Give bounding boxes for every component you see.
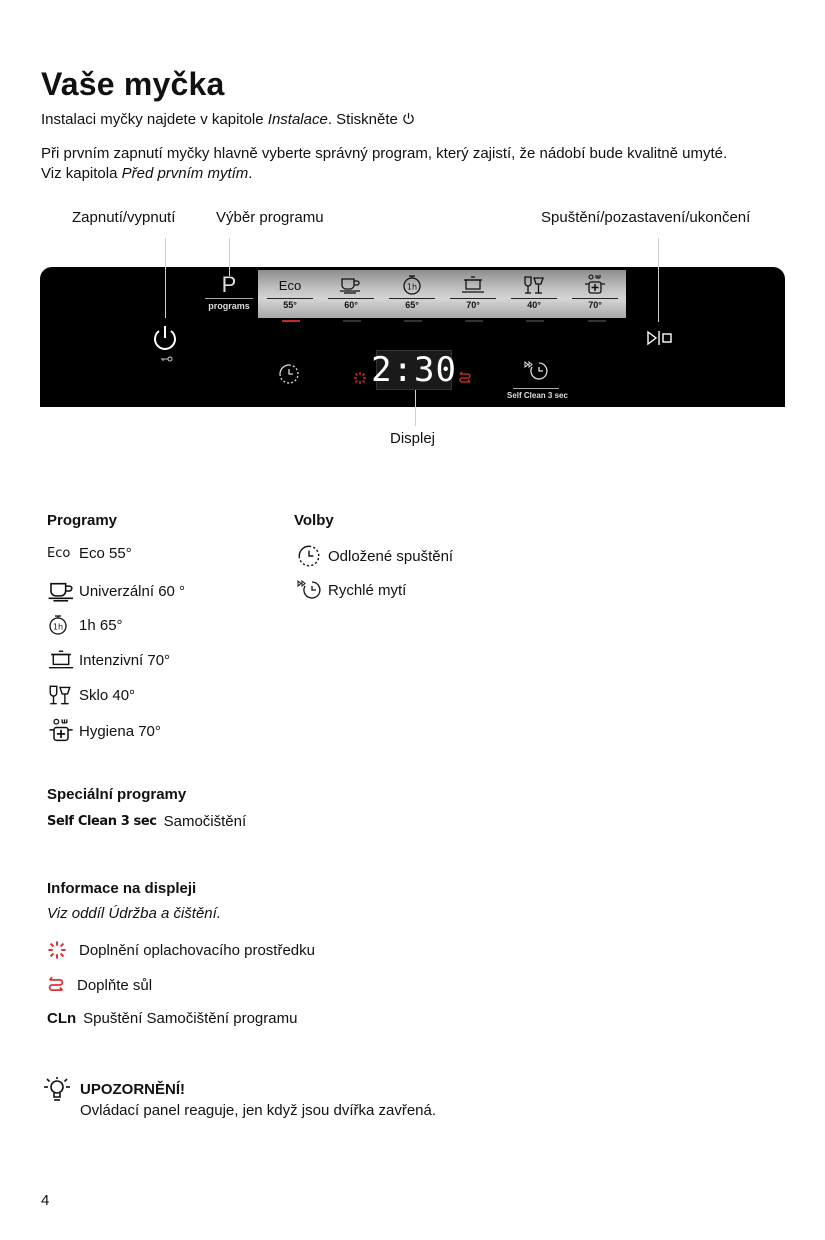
- display-screen: [371, 350, 457, 390]
- salt-icon: [458, 371, 472, 390]
- play-stop-icon: [646, 330, 674, 346]
- program-indicator: [588, 320, 606, 322]
- warning-title: UPOZORNĚNÍ!: [80, 1081, 185, 1098]
- display-time: 2:30: [371, 350, 457, 390]
- leader-display: [415, 386, 416, 426]
- self-clean-code: Self Clean 3 sec: [47, 814, 157, 829]
- program-indicator: [526, 320, 544, 322]
- power-icon: [402, 112, 415, 125]
- program-indicator-active: [282, 320, 300, 322]
- hygiene-icon: [565, 274, 625, 296]
- intro-text: Instalaci myčky najdete v kapitole Instalace. Stiskněte: [41, 111, 415, 128]
- leader-power: [165, 238, 166, 318]
- display-info-heading: Informace na displeji: [47, 880, 197, 897]
- clock-1h-icon: [382, 274, 442, 296]
- rinse-aid-icon: [47, 940, 79, 960]
- panel-program-intensive[interactable]: 70°: [443, 274, 503, 314]
- svg-text:1h: 1h: [406, 282, 418, 292]
- delay-start-icon: [277, 362, 301, 386]
- panel-program-universal[interactable]: 60°: [321, 274, 381, 314]
- power-icon: [151, 324, 179, 364]
- panel-program-glass[interactable]: 40°: [504, 274, 564, 314]
- list-item: CLn Spuštění Samočištění programu: [47, 1010, 298, 1027]
- delay-start-icon: [296, 543, 328, 569]
- program-indicator: [404, 320, 422, 322]
- display-info-subtitle: Viz oddíl Údržba a čištění.: [47, 905, 221, 922]
- list-item: Eco Eco 55°: [47, 545, 132, 562]
- cup-plate-icon: [47, 580, 79, 602]
- options-heading: Volby: [294, 512, 334, 529]
- program-indicator: [343, 320, 361, 322]
- power-button[interactable]: [151, 324, 179, 369]
- list-item: Doplnění oplachovacího prostředku: [47, 940, 315, 960]
- eco-icon: Eco: [47, 546, 71, 561]
- page-number: 4: [41, 1192, 50, 1209]
- glass-icon: [504, 274, 564, 296]
- callout-start: Spuštění/pozastavení/ukončení: [541, 209, 751, 226]
- panel-program-1h[interactable]: 1h 65°: [382, 274, 442, 314]
- list-item: 1h 1h 65°: [47, 614, 123, 636]
- callout-program-select: Výběr programu: [216, 209, 324, 226]
- quick-wash-icon: [296, 578, 328, 602]
- special-programs-heading: Speciální programy: [47, 786, 187, 803]
- list-item: Univerzální 60 °: [47, 580, 185, 602]
- callout-power: Zapnutí/vypnutí: [72, 209, 176, 226]
- list-item: Sklo 40°: [47, 684, 135, 706]
- leader-start: [658, 238, 659, 322]
- list-item: Doplňte sůl: [47, 976, 152, 994]
- list-item: Self Clean 3 sec Samočištění: [47, 813, 247, 830]
- glass-icon: [47, 684, 79, 706]
- pot-icon: [47, 649, 79, 671]
- panel-program-eco[interactable]: Eco 55°: [260, 274, 320, 314]
- panel-delay-start-button[interactable]: [277, 362, 301, 391]
- program-strip: [258, 270, 626, 318]
- start-pause-button[interactable]: [646, 330, 674, 351]
- panel-quick-wash-button[interactable]: Self Clean 3 sec: [507, 360, 565, 400]
- program-indicator: [465, 320, 483, 322]
- pot-icon: [443, 274, 503, 296]
- cln-code: CLn: [47, 1010, 77, 1027]
- list-item: Hygiena 70°: [47, 718, 161, 744]
- leader-program: [229, 238, 230, 276]
- bulb-icon: [41, 1076, 73, 1113]
- list-item: Intenzivní 70°: [47, 649, 170, 671]
- hygiene-icon: [47, 718, 79, 744]
- salt-icon: [47, 976, 77, 994]
- programs-heading: Programy: [47, 512, 118, 529]
- warning-text: Ovládací panel reaguje, jen když jsou dvířka zavřená.: [80, 1102, 437, 1119]
- first-use-paragraph: Při prvním zapnutí myčky hlavně vyberte správný program, který zajistí, že nádobí bude kvalitně umyté. Viz kapitola Před prvním mytím.: [41, 145, 728, 182]
- callout-display: Displej: [390, 430, 436, 447]
- page-title: Vaše myčka: [41, 66, 225, 102]
- list-item: Odložené spuštění: [296, 543, 453, 569]
- list-item: Rychlé mytí: [296, 578, 406, 602]
- eco-icon: Eco: [278, 277, 302, 293]
- rinse-aid-icon: [353, 371, 367, 390]
- panel-program-hygiene[interactable]: 70°: [565, 274, 625, 314]
- svg-text:1h: 1h: [52, 622, 64, 632]
- cup-plate-icon: [321, 274, 381, 296]
- quick-wash-icon: [523, 360, 549, 382]
- program-button[interactable]: P programs: [205, 273, 253, 311]
- clock-1h-icon: [47, 614, 79, 636]
